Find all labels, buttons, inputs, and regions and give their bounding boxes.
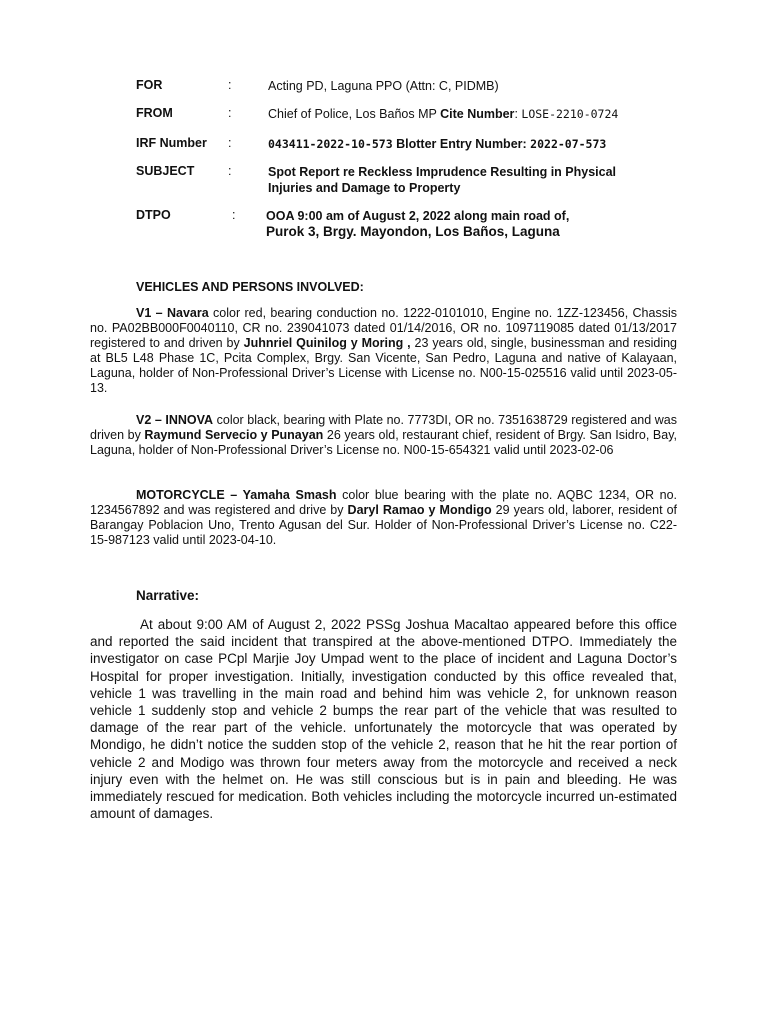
vehicle-1-text-1: color red, bearing conduction no. 1222-0101010, Engine no. 1ZZ-123456, Chassis no. PA02BB000F0040110, CR no. 239041073 dated 01/14/2016, OR no. 1097119085 dated 01/13/2017 registered to and driven by	[90, 306, 677, 350]
vehicle-2-text-1: color black, bearing with Plate no. 7773DI, OR no. 7351638729 registered and was driven by	[90, 413, 678, 442]
colon: :	[228, 136, 232, 150]
irf-value-line	[268, 136, 668, 152]
vehicle-1-paragraph	[90, 306, 677, 396]
vehicle-1-label: V1 – Navara	[136, 306, 209, 320]
motorcycle-text-2: 29 years old, laborer, resident of Barangay Poblacion Uno, Trento Agusan del Sur. Holder of Non-Professional Driver’s License no. C22-15-987123 valid until 2023-04-10.	[90, 503, 677, 547]
for-label: FOR	[136, 78, 163, 92]
from-label: FROM	[136, 106, 173, 120]
dtpo-line-1: OOA 9:00 am of August 2, 2022 along main road of,	[266, 209, 570, 223]
vehicle-2-paragraph	[90, 413, 677, 458]
vehicle-1-text-2: 23 years old, single, businessman and residing at BL5 L48 Phase 1C, Pcita Complex, Brgy. San Vicente, San Pedro, Laguna and native of Kalayaan, Laguna, holder of Non-Professional Driver’s License with License no. N00-15-025516 valid until 2023-05-13.	[90, 336, 677, 395]
colon: :	[228, 78, 232, 92]
colon: :	[228, 106, 232, 120]
vehicle-1-driver: Juhnriel Quinilog y Moring ,	[243, 336, 411, 350]
dtpo-line-2: Purok 3, Brgy. Mayondon, Los Baños, Laguna	[266, 224, 560, 239]
blotter-entry-value: 2022-07-573	[530, 137, 607, 151]
motorcycle-driver: Daryl Ramao y Mondigo	[347, 503, 492, 517]
motorcycle-text-1: color blue bearing with the plate no. AQBC 1234, OR no. 1234567892 and was registered and drive by	[90, 488, 677, 517]
for-value: Acting PD, Laguna PPO (Attn: C, PIDMB)	[268, 79, 499, 93]
colon: :	[228, 164, 232, 178]
irf-label: IRF Number	[136, 136, 207, 150]
subject-line-1: Spot Report re Reckless Imprudence Resulting in Physical	[268, 165, 617, 179]
narrative-title: Narrative:	[136, 588, 200, 603]
subject-label: SUBJECT	[136, 164, 195, 178]
motorcycle-label: MOTORCYCLE – Yamaha Smash	[136, 488, 337, 502]
dtpo-label: DTPO	[136, 208, 171, 222]
vehicle-2-label: V2 – INNOVA	[136, 413, 214, 427]
vehicle-2-driver: Raymund Servecio y Punayan	[144, 428, 324, 442]
motorcycle-paragraph	[90, 488, 677, 548]
subject-line-2: Injuries and Damage to Property	[268, 181, 461, 195]
irf-number-value: 043411-2022-10-573	[268, 137, 393, 151]
vehicle-2-text-2: 26 years old, restaurant chief, resident of Brgy. San Isidro, Bay, Laguna, holder of Non-Professional Driver’s License no. N00-15-654321 valid until 2023-02-06	[90, 428, 677, 457]
from-value: Chief of Police, Los Baños MP	[268, 107, 437, 121]
dtpo-value	[266, 208, 666, 240]
colon: :	[232, 208, 236, 222]
cite-number-label: Cite Number	[440, 107, 515, 121]
blotter-entry-label: Blotter Entry Number:	[396, 137, 527, 151]
vehicles-section-title: VEHICLES AND PERSONS INVOLVED:	[136, 280, 364, 294]
narrative-paragraph	[90, 616, 677, 822]
from-value-line: Chief of Police, Los Baños MP Cite Number: LOSE-2210-0724	[268, 107, 619, 121]
narrative-text: At about 9:00 AM of August 2, 2022 PSSg Joshua Macaltao appeared before this office and reported the said incident that transpired at the above-mentioned DTPO. Immediately the investigator on case PCpl Marjie Joy Umpad went to the place of incident and Laguna Doctor’s Hospital for proper investigation. Initially, investigation conducted by this office revealed that, vehicle 1 was travelling in the main road and behind him was vehicle 2, for unknown reason vehicle 1 suddenly stop and vehicle 2 bumps the rear part of the vehicle that was resulted to damage of the rear part of the vehicle. unfortunately the motorcycle that was operated by Mondigo, he didn’t notice the sudden stop of the vehicle 2, reason that he hit the rear portion of vehicle 2 and Modigo was thrown four meters away from the motorcycle and received a neck injury even with the helmet on. He was still conscious but is in pain and bleeding. He was immediately rescued for medication. Both vehicles including the motorcycle incurred un-estimated amount of damages.	[90, 617, 677, 822]
subject-value	[268, 164, 668, 196]
cite-number-value: LOSE-2210-0724	[521, 107, 619, 121]
